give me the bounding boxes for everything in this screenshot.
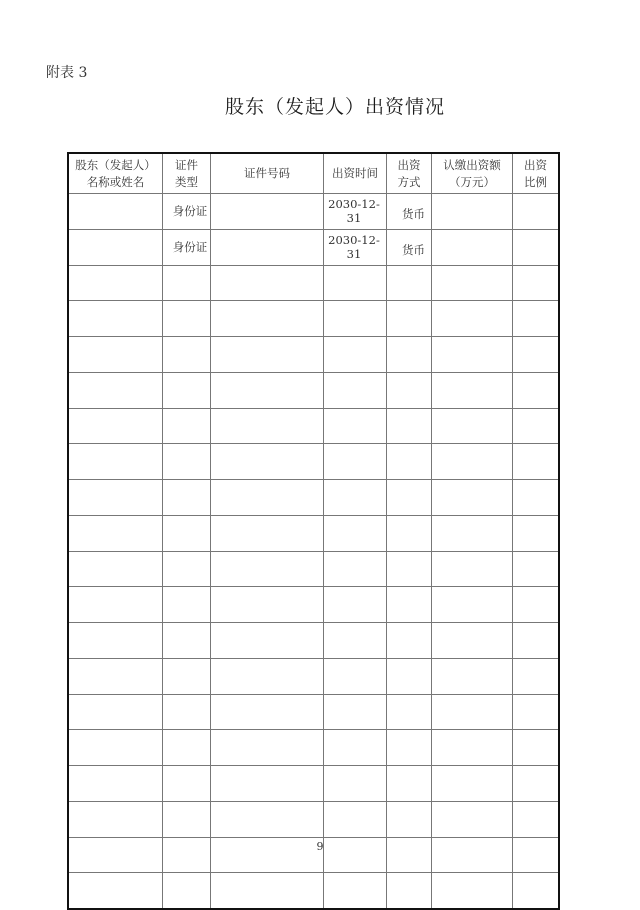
table-row (68, 301, 559, 337)
header-line: 出资时间 (332, 166, 378, 180)
cell-contribution-ratio (513, 801, 560, 837)
cell-contribution-ratio (513, 551, 560, 587)
page-title: 股东（发起人）出资情况 (224, 96, 445, 118)
cell-contribution-method (387, 480, 432, 516)
header-line: 出资 (524, 157, 547, 172)
cell-shareholder-name (68, 301, 163, 337)
header-line: 股东（发起人） (75, 157, 156, 172)
cell-shareholder-name (68, 194, 163, 230)
cell-id-number (211, 551, 324, 587)
cell-id-type (163, 801, 211, 837)
cell-contribution-method (387, 301, 432, 337)
cell-subscribed-amount (432, 480, 513, 516)
cell-id-number (211, 480, 324, 516)
cell-contribution-ratio (513, 301, 560, 337)
cell-contribution-ratio (513, 229, 560, 265)
cell-shareholder-name (68, 515, 163, 551)
cell-contribution-date (324, 444, 387, 480)
cell-id-type (163, 873, 211, 909)
cell-contribution-ratio (513, 766, 560, 802)
cell-id-type: 身份证 (163, 194, 211, 230)
cell-subscribed-amount (432, 730, 513, 766)
cell-contribution-method (387, 265, 432, 301)
cell-id-number (211, 730, 324, 766)
cell-contribution-ratio (513, 730, 560, 766)
cell-shareholder-name (68, 337, 163, 373)
cell-contribution-method: 货币 (387, 229, 432, 265)
table-row (68, 623, 559, 659)
cell-subscribed-amount (432, 301, 513, 337)
cell-contribution-date (324, 873, 387, 909)
header-line: 证件号码 (244, 166, 290, 180)
header-subscribed-amount (432, 153, 513, 194)
cell-contribution-date (324, 265, 387, 301)
cell-shareholder-name (68, 873, 163, 909)
header-line: （万元） (449, 174, 495, 189)
table-row (68, 730, 559, 766)
header-id-number (211, 153, 324, 194)
cell-subscribed-amount (432, 766, 513, 802)
cell-id-type (163, 408, 211, 444)
header-line: 比例 (524, 174, 547, 189)
cell-id-type (163, 730, 211, 766)
cell-contribution-method (387, 658, 432, 694)
cell-subscribed-amount (432, 551, 513, 587)
cell-contribution-date (324, 372, 387, 408)
cell-id-number (211, 265, 324, 301)
header-contribution-method (387, 153, 432, 194)
table-row (68, 229, 559, 265)
table-row (68, 372, 559, 408)
cell-subscribed-amount (432, 408, 513, 444)
shareholder-contribution-table (67, 152, 560, 910)
table-row (68, 766, 559, 802)
table-row (68, 480, 559, 516)
cell-subscribed-amount (432, 623, 513, 659)
header-line: 类型 (175, 174, 198, 189)
cell-id-type (163, 515, 211, 551)
cell-subscribed-amount (432, 694, 513, 730)
cell-shareholder-name (68, 408, 163, 444)
cell-contribution-ratio (513, 194, 560, 230)
table-row (68, 265, 559, 301)
cell-contribution-method (387, 337, 432, 373)
cell-contribution-ratio (513, 623, 560, 659)
cell-shareholder-name (68, 551, 163, 587)
cell-id-type: 身份证 (163, 229, 211, 265)
cell-subscribed-amount (432, 658, 513, 694)
cell-contribution-date (324, 766, 387, 802)
header-contribution-ratio (513, 153, 560, 194)
table-row (68, 444, 559, 480)
cell-shareholder-name (68, 730, 163, 766)
cell-contribution-ratio (513, 408, 560, 444)
cell-contribution-ratio (513, 337, 560, 373)
table-row (68, 587, 559, 623)
cell-subscribed-amount (432, 372, 513, 408)
cell-contribution-ratio (513, 587, 560, 623)
cell-subscribed-amount (432, 873, 513, 909)
cell-shareholder-name (68, 229, 163, 265)
cell-subscribed-amount (432, 265, 513, 301)
cell-contribution-date (324, 587, 387, 623)
cell-shareholder-name (68, 766, 163, 802)
table-row (68, 694, 559, 730)
cell-contribution-date (324, 301, 387, 337)
cell-shareholder-name (68, 444, 163, 480)
header-shareholder-name (68, 153, 163, 194)
table-row (68, 194, 559, 230)
table-row (68, 408, 559, 444)
cell-shareholder-name (68, 801, 163, 837)
cell-id-type (163, 265, 211, 301)
header-line: 方式 (397, 174, 421, 189)
cell-id-number (211, 337, 324, 373)
cell-contribution-ratio (513, 372, 560, 408)
table-row (68, 658, 559, 694)
header-line: 名称或姓名 (86, 174, 145, 189)
cell-shareholder-name (68, 623, 163, 659)
cell-contribution-method (387, 551, 432, 587)
cell-contribution-method: 货币 (387, 194, 432, 230)
cell-contribution-date (324, 623, 387, 659)
cell-contribution-date (324, 337, 387, 373)
cell-subscribed-amount (432, 515, 513, 551)
cell-contribution-date (324, 801, 387, 837)
cell-contribution-ratio (513, 515, 560, 551)
table-row (68, 801, 559, 837)
cell-id-number (211, 694, 324, 730)
cell-contribution-method (387, 730, 432, 766)
cell-id-type (163, 372, 211, 408)
cell-id-type (163, 480, 211, 516)
cell-contribution-method (387, 515, 432, 551)
cell-contribution-ratio (513, 694, 560, 730)
cell-id-number (211, 658, 324, 694)
cell-shareholder-name (68, 694, 163, 730)
table-row (68, 515, 559, 551)
cell-id-type (163, 301, 211, 337)
cell-shareholder-name (68, 372, 163, 408)
cell-contribution-date: 2030-12-31 (324, 229, 387, 265)
cell-contribution-date (324, 694, 387, 730)
cell-id-number (211, 873, 324, 909)
cell-id-number (211, 801, 324, 837)
cell-contribution-method (387, 873, 432, 909)
cell-contribution-method (387, 694, 432, 730)
cell-id-type (163, 694, 211, 730)
cell-id-number (211, 194, 324, 230)
cell-contribution-date (324, 551, 387, 587)
cell-subscribed-amount (432, 587, 513, 623)
cell-contribution-date (324, 515, 387, 551)
table-row (68, 551, 559, 587)
cell-shareholder-name (68, 658, 163, 694)
cell-contribution-ratio (513, 265, 560, 301)
cell-shareholder-name (68, 265, 163, 301)
cell-id-number (211, 229, 324, 265)
cell-contribution-method (387, 444, 432, 480)
table-row (68, 337, 559, 373)
header-line: 证件 (175, 157, 198, 172)
cell-contribution-date (324, 408, 387, 444)
table-header-row (68, 153, 559, 194)
cell-subscribed-amount (432, 337, 513, 373)
cell-contribution-date: 2030-12-31 (324, 194, 387, 230)
cell-contribution-method (387, 766, 432, 802)
cell-contribution-method (387, 408, 432, 444)
cell-shareholder-name (68, 480, 163, 516)
cell-subscribed-amount (432, 229, 513, 265)
cell-id-number (211, 301, 324, 337)
cell-id-type (163, 766, 211, 802)
cell-id-type (163, 337, 211, 373)
cell-subscribed-amount (432, 194, 513, 230)
cell-id-type (163, 587, 211, 623)
cell-contribution-ratio (513, 873, 560, 909)
header-line: 出资 (397, 157, 421, 172)
cell-id-number (211, 444, 324, 480)
cell-id-type (163, 658, 211, 694)
cell-id-number (211, 623, 324, 659)
cell-shareholder-name (68, 587, 163, 623)
cell-contribution-date (324, 480, 387, 516)
cell-contribution-date (324, 730, 387, 766)
cell-id-type (163, 623, 211, 659)
cell-id-type (163, 551, 211, 587)
cell-contribution-method (387, 372, 432, 408)
cell-contribution-method (387, 801, 432, 837)
cell-contribution-method (387, 587, 432, 623)
cell-contribution-ratio (513, 444, 560, 480)
annex-label: 附表 3 (46, 65, 88, 81)
cell-id-number (211, 408, 324, 444)
cell-contribution-date (324, 658, 387, 694)
cell-id-number (211, 766, 324, 802)
page-number: 9 (316, 840, 324, 853)
cell-contribution-ratio (513, 480, 560, 516)
cell-subscribed-amount (432, 444, 513, 480)
cell-id-number (211, 372, 324, 408)
header-contribution-date (324, 153, 387, 194)
cell-contribution-ratio (513, 658, 560, 694)
header-id-type (163, 153, 211, 194)
cell-id-number (211, 587, 324, 623)
cell-contribution-method (387, 623, 432, 659)
header-line: 认缴出资额 (443, 157, 501, 172)
table-row (68, 873, 559, 909)
cell-id-type (163, 444, 211, 480)
cell-subscribed-amount (432, 801, 513, 837)
cell-id-number (211, 515, 324, 551)
